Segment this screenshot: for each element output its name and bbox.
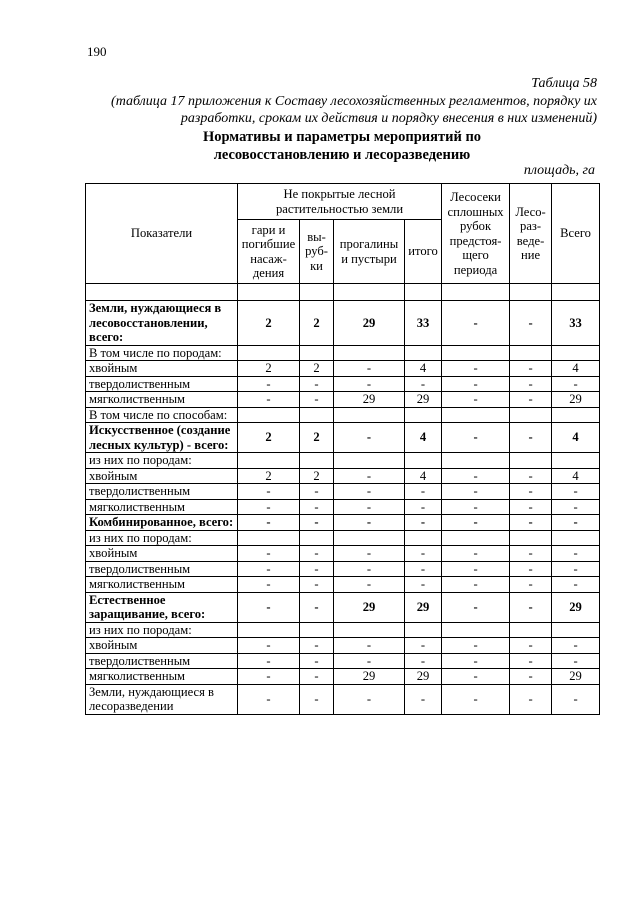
row-value: - (300, 638, 334, 654)
table-row (86, 453, 600, 469)
row-label: из них по породам: (86, 622, 238, 638)
row-value: - (334, 546, 405, 562)
row-value: - (300, 669, 334, 685)
table-row (86, 577, 600, 593)
table-number: Таблица 58 (531, 76, 597, 91)
row-value (238, 345, 300, 361)
row-value: - (442, 468, 510, 484)
row-value: - (300, 577, 334, 593)
table-body (86, 284, 600, 715)
page-number: 190 (87, 44, 107, 59)
row-value: 29 (334, 669, 405, 685)
row-value (405, 407, 442, 423)
row-label: твердолиственным (86, 561, 238, 577)
row-value: - (510, 376, 552, 392)
row-value: - (300, 392, 334, 408)
table-row (86, 592, 600, 622)
document-title (86, 128, 598, 164)
row-value: - (552, 684, 600, 714)
row-value: - (300, 499, 334, 515)
row-value: - (510, 684, 552, 714)
row-value (552, 407, 600, 423)
spacer-cell (334, 284, 405, 301)
row-value: - (238, 515, 300, 531)
row-value: - (238, 653, 300, 669)
row-value: - (238, 561, 300, 577)
header-indicators: Показатели (86, 184, 238, 284)
row-value: - (510, 561, 552, 577)
row-value: - (510, 423, 552, 453)
row-value (300, 453, 334, 469)
row-value: 29 (405, 392, 442, 408)
row-value: - (238, 392, 300, 408)
spacer-cell (442, 284, 510, 301)
row-value: - (334, 423, 405, 453)
row-value: 2 (238, 301, 300, 346)
row-label: Земли, нуждающиеся в лесоразведении (86, 684, 238, 714)
row-value: - (238, 577, 300, 593)
table-row (86, 345, 600, 361)
row-value: - (300, 484, 334, 500)
row-value: - (510, 392, 552, 408)
row-label: В том числе по породам: (86, 345, 238, 361)
row-value: - (238, 684, 300, 714)
row-value: 29 (334, 592, 405, 622)
table-row (86, 515, 600, 531)
row-value: 2 (300, 361, 334, 377)
table-row (86, 376, 600, 392)
row-value (405, 345, 442, 361)
row-value: - (334, 561, 405, 577)
row-value: - (442, 392, 510, 408)
row-value: - (552, 515, 600, 531)
spacer-cell (238, 284, 300, 301)
row-label: Земли, нуждающиеся в лесовосстановлении, всего: (86, 301, 238, 346)
row-value: - (442, 515, 510, 531)
row-label: хвойным (86, 468, 238, 484)
row-value (334, 407, 405, 423)
row-value: - (510, 361, 552, 377)
row-value: 29 (552, 592, 600, 622)
table-row (86, 546, 600, 562)
row-value: 2 (300, 301, 334, 346)
row-value: - (334, 499, 405, 515)
row-value: - (552, 577, 600, 593)
norms-table (85, 183, 600, 715)
row-value (238, 453, 300, 469)
row-value: - (442, 423, 510, 453)
row-label: мягколиственным (86, 392, 238, 408)
row-value: - (510, 468, 552, 484)
header-group-unforested: Не покрытые лесной растительностью земли (238, 184, 442, 220)
table-row (86, 638, 600, 654)
row-value: - (300, 515, 334, 531)
row-label: мягколиственным (86, 669, 238, 685)
row-value: - (334, 684, 405, 714)
row-value (510, 345, 552, 361)
row-value: - (238, 499, 300, 515)
spacer-cell (405, 284, 442, 301)
row-value: - (405, 577, 442, 593)
header-afforestation: Лесо-раз-веде-ние (510, 184, 552, 284)
row-value: - (442, 592, 510, 622)
spacer-cell (300, 284, 334, 301)
row-label: хвойным (86, 638, 238, 654)
row-value: - (334, 468, 405, 484)
row-value: 2 (238, 423, 300, 453)
row-value: - (442, 653, 510, 669)
row-value: 4 (552, 361, 600, 377)
row-value: - (238, 376, 300, 392)
row-value: - (300, 684, 334, 714)
row-value: - (510, 638, 552, 654)
table-row (86, 530, 600, 546)
header-clearcut: Лесосеки сплошных рубок предстоя-щего периода (442, 184, 510, 284)
row-value (334, 530, 405, 546)
row-value: - (238, 669, 300, 685)
row-value: 2 (238, 468, 300, 484)
row-value (510, 453, 552, 469)
row-value (442, 622, 510, 638)
table-row (86, 484, 600, 500)
row-value (510, 530, 552, 546)
row-label: хвойным (86, 361, 238, 377)
row-value: - (405, 546, 442, 562)
row-value: - (334, 376, 405, 392)
row-label: мягколиственным (86, 499, 238, 515)
row-value: - (552, 561, 600, 577)
row-value (238, 530, 300, 546)
row-value: - (442, 684, 510, 714)
row-value: 29 (552, 669, 600, 685)
table-row (86, 392, 600, 408)
row-value: 4 (405, 423, 442, 453)
row-value: - (405, 499, 442, 515)
row-value: - (405, 561, 442, 577)
row-value (405, 453, 442, 469)
row-value: - (442, 669, 510, 685)
row-value: - (442, 361, 510, 377)
row-value (442, 530, 510, 546)
row-value (405, 622, 442, 638)
table-row (86, 669, 600, 685)
row-label: из них по породам: (86, 530, 238, 546)
row-value: - (510, 592, 552, 622)
row-value: - (510, 577, 552, 593)
row-value: - (510, 484, 552, 500)
row-label: из них по породам: (86, 453, 238, 469)
row-value: - (442, 546, 510, 562)
row-value: - (300, 653, 334, 669)
row-value: - (405, 684, 442, 714)
row-value (552, 622, 600, 638)
row-value: - (300, 592, 334, 622)
row-value: - (442, 301, 510, 346)
row-value: - (510, 653, 552, 669)
row-value: - (510, 546, 552, 562)
table-row (86, 301, 600, 346)
row-value: - (510, 499, 552, 515)
title-line-1: Нормативы и параметры мероприятий по (202, 129, 482, 145)
table-reference: (таблица 17 приложения к Составу лесохозяйственных регламентов, порядку их разработки, срокам их действия и порядку внесения в них изменений) (111, 94, 597, 126)
row-value: - (405, 653, 442, 669)
row-value (300, 530, 334, 546)
row-value: - (405, 376, 442, 392)
row-value: - (238, 592, 300, 622)
row-value (300, 345, 334, 361)
row-value: 4 (552, 423, 600, 453)
row-label: мягколиственным (86, 577, 238, 593)
row-value: 33 (405, 301, 442, 346)
row-value: - (334, 638, 405, 654)
header-glades: прогалины и пустыри (334, 220, 405, 284)
row-value: - (510, 515, 552, 531)
row-value: - (334, 361, 405, 377)
row-value: - (442, 561, 510, 577)
row-value: - (238, 484, 300, 500)
row-value: - (334, 653, 405, 669)
table-row (86, 423, 600, 453)
row-value: 29 (405, 669, 442, 685)
row-value: 29 (334, 392, 405, 408)
header-total: Всего (552, 184, 600, 284)
row-value: 33 (552, 301, 600, 346)
row-value: 2 (238, 361, 300, 377)
row-value: - (442, 499, 510, 515)
row-value: 29 (405, 592, 442, 622)
row-value: - (238, 546, 300, 562)
spacer-cell (510, 284, 552, 301)
row-value: - (442, 638, 510, 654)
row-value (405, 530, 442, 546)
row-value (442, 407, 510, 423)
row-value: 4 (405, 468, 442, 484)
table-row (86, 468, 600, 484)
row-value: - (552, 546, 600, 562)
spacer-row (86, 284, 600, 301)
row-value: - (334, 577, 405, 593)
header-cuttings: вы-руб-ки (300, 220, 334, 284)
row-value (510, 622, 552, 638)
row-label: В том числе по способам: (86, 407, 238, 423)
row-value: - (552, 499, 600, 515)
row-value: - (510, 669, 552, 685)
row-value (552, 530, 600, 546)
row-value (300, 407, 334, 423)
row-label: Искусственное (создание лесных культур) - всего: (86, 423, 238, 453)
row-value: 29 (334, 301, 405, 346)
header-group-total: итого (405, 220, 442, 284)
row-value: 29 (552, 392, 600, 408)
row-value (334, 345, 405, 361)
row-value (552, 345, 600, 361)
row-value: - (552, 638, 600, 654)
title-line-2: лесовосстановлению и лесоразведению (213, 147, 471, 163)
row-value: - (300, 546, 334, 562)
row-label: Естественное заращивание, всего: (86, 592, 238, 622)
row-value (552, 453, 600, 469)
row-value (334, 622, 405, 638)
row-value: - (552, 484, 600, 500)
row-value: - (405, 515, 442, 531)
row-value: - (442, 484, 510, 500)
row-value: 4 (405, 361, 442, 377)
row-value: - (300, 561, 334, 577)
unit-label: площадь, га (523, 163, 595, 178)
row-value (442, 345, 510, 361)
spacer-cell (86, 284, 238, 301)
row-value: - (334, 484, 405, 500)
table-row (86, 622, 600, 638)
table-row (86, 561, 600, 577)
row-value: - (334, 515, 405, 531)
row-value (334, 453, 405, 469)
row-value: - (238, 638, 300, 654)
row-label: твердолиственным (86, 653, 238, 669)
table-header (86, 184, 600, 284)
row-value: - (405, 638, 442, 654)
row-value: - (442, 577, 510, 593)
row-label: твердолиственным (86, 376, 238, 392)
spacer-cell (552, 284, 600, 301)
row-value (238, 407, 300, 423)
row-value: - (510, 301, 552, 346)
row-value: - (552, 376, 600, 392)
header-burned: гари и погибшие насаж-дения (238, 220, 300, 284)
row-value (238, 622, 300, 638)
table-row (86, 684, 600, 714)
row-value (510, 407, 552, 423)
table-row (86, 499, 600, 515)
row-value: - (300, 376, 334, 392)
row-value: 2 (300, 468, 334, 484)
row-value: 4 (552, 468, 600, 484)
row-label: твердолиственным (86, 484, 238, 500)
table-row (86, 361, 600, 377)
row-value (300, 622, 334, 638)
row-value (442, 453, 510, 469)
row-value: 2 (300, 423, 334, 453)
row-label: хвойным (86, 546, 238, 562)
row-label: Комбинированное, всего: (86, 515, 238, 531)
row-value: - (405, 484, 442, 500)
table-row (86, 653, 600, 669)
table-row (86, 407, 600, 423)
row-value: - (442, 376, 510, 392)
row-value: - (552, 653, 600, 669)
